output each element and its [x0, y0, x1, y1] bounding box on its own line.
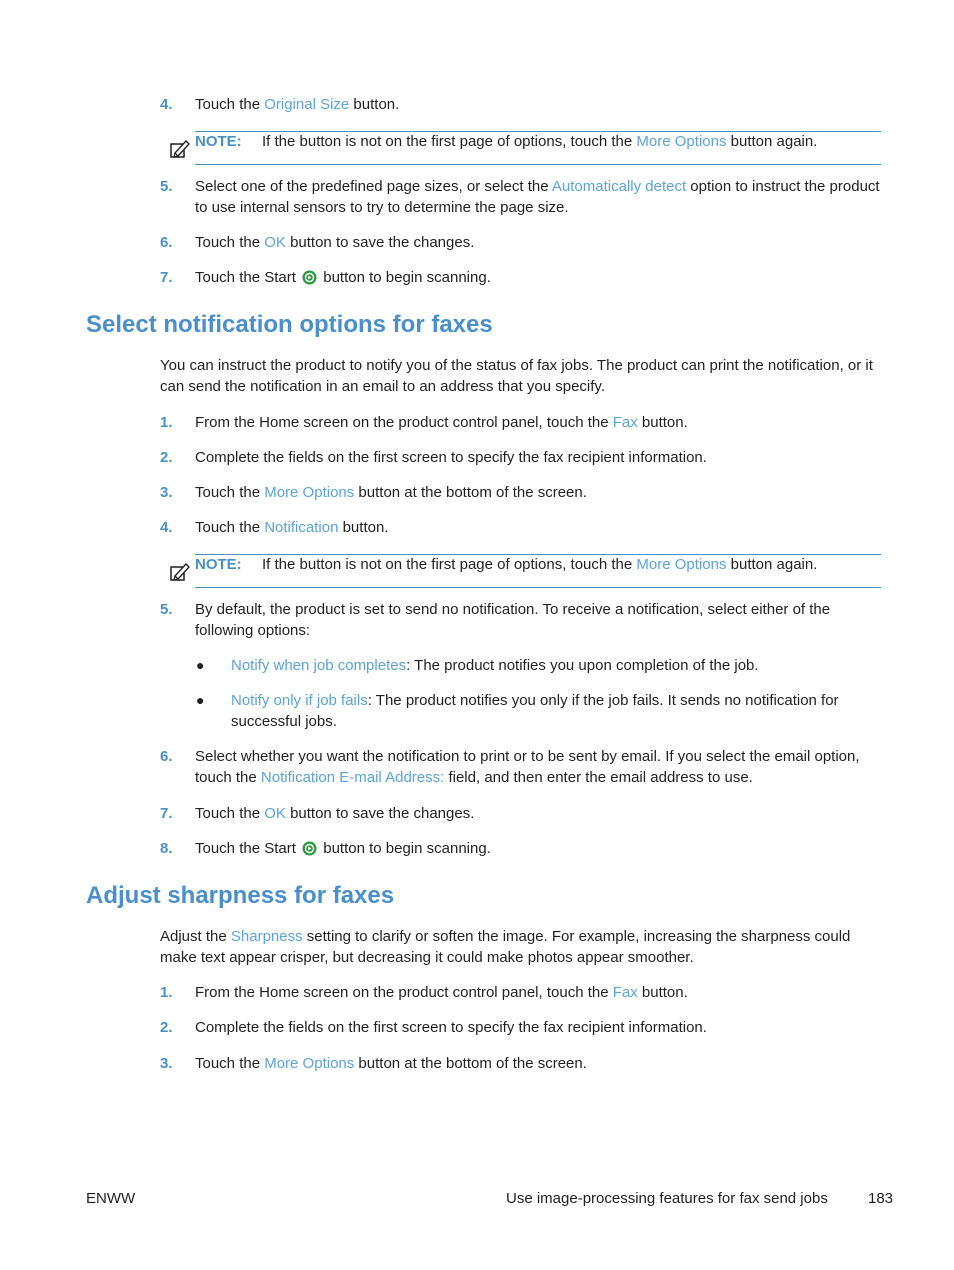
intro-paragraph [160, 926, 885, 968]
step-text: button to begin scanning. [319, 840, 491, 857]
note-text: If the button is not on the first page of options, touch the [262, 133, 637, 150]
more-options-link[interactable]: More Options [264, 1055, 355, 1072]
ok-link[interactable]: OK [264, 234, 286, 251]
step-5 [160, 176, 885, 218]
step-text: From the Home screen on the product control panel, touch the [195, 414, 613, 431]
step-text: Touch the [195, 805, 265, 822]
step-text: Complete the fields on the first screen to specify the fax recipient information. [195, 1019, 707, 1036]
step-text: button at the bottom of the screen. [354, 484, 587, 501]
step-text: Touch the [195, 484, 265, 501]
note-text: button again. [726, 133, 818, 150]
step-text: Select one of the predefined page sizes, or select the [195, 178, 552, 195]
ok-link[interactable]: OK [264, 805, 286, 822]
step-text: Touch the [195, 96, 265, 113]
step-number: 6. [160, 234, 173, 251]
step-number: 7. [160, 805, 173, 822]
step-3 [160, 1053, 885, 1074]
step-number: 1. [160, 984, 173, 1001]
step-number: 8. [160, 840, 173, 857]
notify-only-if-job-fails-link[interactable]: Notify only if job fails [231, 692, 368, 709]
intro-paragraph: You can instruct the product to notify you of the status of fax jobs. The product can print the notification, or it can send the notification in an email to an address that you specify. [160, 357, 873, 395]
step-4 [160, 94, 885, 115]
step-number: 5. [160, 601, 173, 618]
note-label: NOTE: [195, 556, 242, 573]
note-pencil-icon [169, 138, 191, 160]
more-options-link[interactable]: More Options [636, 556, 727, 573]
step-8 [160, 838, 885, 859]
step-number: 4. [160, 96, 173, 113]
step-text: option to instruct the product to use internal sensors to try to determine the page size. [195, 178, 880, 216]
note-pencil-icon [169, 561, 191, 583]
step-text: Touch the Start [195, 269, 301, 286]
step-text: button. [338, 519, 389, 536]
footer-left: ENWW [86, 1190, 136, 1207]
section-heading-notification: Select notification options for faxes [86, 311, 493, 338]
step-text: From the Home screen on the product control panel, touch the [195, 984, 613, 1001]
step-text: Touch the [195, 519, 265, 536]
step-number: 3. [160, 1055, 173, 1072]
bullet-dot: ● [196, 657, 205, 673]
step-4 [160, 517, 885, 538]
intro-text: Adjust the [160, 928, 231, 945]
more-options-link[interactable]: More Options [264, 484, 355, 501]
step-text: Select whether you want the notification to print or to be sent by email. If you select the email option, touch the [195, 748, 860, 786]
notification-link[interactable]: Notification [264, 519, 339, 536]
step-6 [160, 746, 885, 788]
automatically-detect-link[interactable]: Automatically detect [551, 178, 687, 195]
note-text: If the button is not on the first page of options, touch the [262, 556, 637, 573]
bullet-dot: ● [196, 692, 205, 708]
note-label: NOTE: [195, 133, 242, 150]
step-text: button to save the changes. [285, 805, 475, 822]
start-icon [302, 841, 317, 856]
step-text: Complete the fields on the first screen to specify the fax recipient information. [195, 449, 707, 466]
step-2 [160, 447, 885, 468]
fax-link[interactable]: Fax [612, 984, 638, 1001]
step-text: field, and then enter the email address to use. [444, 769, 753, 786]
step-number: 4. [160, 519, 173, 536]
step-number: 7. [160, 269, 173, 286]
notify-when-job-completes-link[interactable]: Notify when job completes [231, 657, 407, 674]
original-size-link[interactable]: Original Size [264, 96, 350, 113]
bullet-item [196, 690, 886, 732]
step-text: button to begin scanning. [319, 269, 491, 286]
step-number: 3. [160, 484, 173, 501]
footer-title: Use image-processing features for fax send jobs [506, 1190, 828, 1207]
note-box [195, 131, 881, 165]
intro-text: setting to clarify or soften the image. For example, increasing the sharpness could make text appear crisper, but decreasing it could make photos appear smoother. [160, 928, 851, 966]
more-options-link[interactable]: More Options [636, 133, 727, 150]
step-number: 5. [160, 178, 173, 195]
notification-email-address-link[interactable]: Notification E-mail Address: [260, 769, 445, 786]
section-heading-sharpness: Adjust sharpness for faxes [86, 882, 395, 909]
bullet-text: : The product notifies you upon completion of the job. [406, 657, 759, 674]
start-icon [302, 270, 317, 285]
bullet-text: : The product notifies you only if the job fails. It sends no notification for successful jobs. [231, 692, 839, 730]
step-text: button. [637, 414, 688, 431]
step-text: button to save the changes. [285, 234, 475, 251]
page-number: 183 [868, 1190, 894, 1207]
note-box [195, 554, 881, 588]
step-text: Touch the [195, 234, 265, 251]
step-5 [160, 599, 885, 641]
step-3 [160, 482, 885, 503]
step-text: Touch the Start [195, 840, 301, 857]
step-number: 1. [160, 414, 173, 431]
step-7 [160, 267, 885, 288]
step-number: 6. [160, 748, 173, 765]
step-1 [160, 982, 885, 1003]
step-1 [160, 412, 885, 433]
fax-link[interactable]: Fax [612, 414, 638, 431]
step-text: By default, the product is set to send no notification. To receive a notification, select either of the following options: [195, 601, 831, 639]
step-6 [160, 232, 885, 253]
step-2 [160, 1017, 885, 1038]
note-text: button again. [726, 556, 818, 573]
step-text: button at the bottom of the screen. [354, 1055, 587, 1072]
step-number: 2. [160, 1019, 173, 1036]
step-text: button. [349, 96, 400, 113]
sharpness-link[interactable]: Sharpness [230, 928, 303, 945]
bullet-item [196, 655, 886, 676]
step-text: Touch the [195, 1055, 265, 1072]
step-number: 2. [160, 449, 173, 466]
step-text: button. [637, 984, 688, 1001]
step-7 [160, 803, 885, 824]
